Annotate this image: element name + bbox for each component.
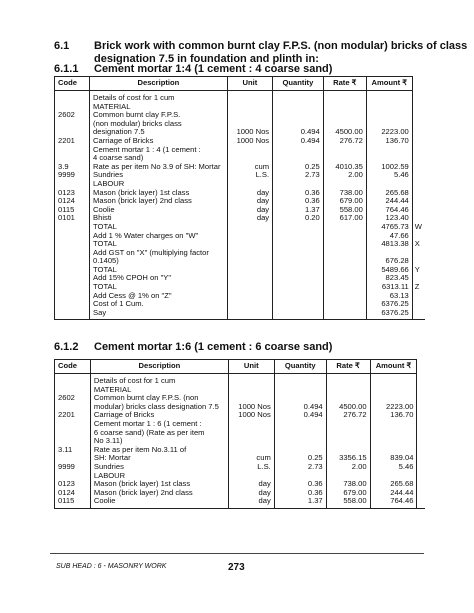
row-rate — [323, 146, 366, 155]
row-description: (non modular) bricks class — [90, 120, 228, 129]
row-rate: 679.00 — [323, 197, 366, 206]
row-description: modular) bricks class designation 7.5 — [90, 403, 228, 412]
row-rate — [323, 274, 366, 283]
header-quantity: Quantity — [274, 360, 326, 374]
row-rate: 2.00 — [326, 463, 370, 472]
row-unit: 1000 Nos — [228, 403, 274, 412]
row-quantity: 0.20 — [273, 214, 324, 223]
row-code: 2201 — [55, 411, 91, 420]
row-description: Mason (brick layer) 2nd class — [90, 489, 228, 498]
row-description: Mason (brick layer) 1st class — [90, 189, 228, 198]
row-description: Details of cost for 1 cum — [90, 91, 228, 103]
row-quantity: 0.25 — [273, 163, 324, 172]
row-amount: 2223.00 — [370, 403, 417, 412]
row-description: No 3.11) — [90, 437, 228, 446]
header-amount: Amount ₹ — [366, 77, 412, 91]
row-code: 3.9 — [55, 163, 90, 172]
row-description: Common burnt clay F.P.S. (non — [90, 394, 228, 403]
row-rate — [323, 223, 366, 232]
row-amount: 6376.25 — [366, 300, 412, 309]
row-quantity — [273, 91, 324, 103]
row-code — [55, 249, 90, 258]
row-code: 2602 — [55, 111, 90, 120]
subsection-title: Cement mortar 1:4 (1 cement : 4 coarse sand) — [94, 63, 333, 75]
row-rate: 558.00 — [323, 206, 366, 215]
row-description: Coolie — [90, 497, 228, 508]
row-description: Add 15% CPOH on "Y" — [90, 274, 228, 283]
row-quantity: 0.494 — [273, 137, 324, 146]
row-code: 0124 — [55, 197, 90, 206]
row-code — [55, 257, 90, 266]
row-amount — [370, 429, 417, 438]
header-mark — [412, 77, 425, 91]
row-description: Sundries — [90, 171, 228, 180]
row-amount: 136.70 — [370, 411, 417, 420]
row-amount: 136.70 — [366, 137, 412, 146]
row-total-marker — [417, 394, 425, 403]
row-quantity — [273, 249, 324, 258]
row-amount — [370, 420, 417, 429]
section-title-line1: Brick work with common burnt clay F.P.S. (non modular) bricks of class — [94, 40, 468, 52]
row-unit: day — [228, 489, 274, 498]
row-amount: 6376.25 — [366, 309, 412, 320]
row-code — [55, 309, 90, 320]
row-quantity: 0.494 — [274, 411, 326, 420]
table-row — [55, 497, 426, 508]
row-unit — [228, 437, 274, 446]
row-quantity: 0.36 — [273, 189, 324, 198]
row-rate: 3356.15 — [326, 454, 370, 463]
row-code — [55, 266, 90, 275]
row-total-marker: X — [414, 239, 420, 249]
row-total-marker — [412, 180, 425, 189]
row-code: 2602 — [55, 394, 91, 403]
row-description: Mason (brick layer) 1st class — [90, 480, 228, 489]
row-description: 4 coarse sand) — [90, 154, 228, 163]
table-row — [55, 374, 426, 386]
row-unit — [228, 420, 274, 429]
table-1-body — [55, 91, 426, 320]
row-total-marker — [417, 374, 425, 386]
row-description: Sundries — [90, 463, 228, 472]
row-description: Add 1 % Water charges on "W" — [90, 232, 228, 241]
header-quantity: Quantity — [273, 77, 324, 91]
row-amount: 265.68 — [370, 480, 417, 489]
row-amount: 6313.11 — [366, 283, 412, 292]
row-rate — [326, 374, 370, 386]
row-description: TOTAL — [90, 240, 228, 249]
row-description: TOTAL — [90, 223, 228, 232]
row-description: Carriage of Bricks — [90, 137, 228, 146]
row-total-marker: Z — [414, 282, 420, 292]
row-rate: 617.00 — [323, 214, 366, 223]
row-rate — [323, 249, 366, 258]
row-quantity: 0.494 — [273, 128, 324, 137]
row-description: SH: Mortar — [90, 454, 228, 463]
row-code — [55, 274, 90, 283]
row-unit — [227, 283, 272, 292]
row-unit — [227, 266, 272, 275]
row-amount: 123.40 — [366, 214, 412, 223]
row-total-marker — [417, 463, 425, 472]
row-quantity: 2.73 — [273, 171, 324, 180]
row-total-marker — [412, 189, 425, 198]
row-amount: 676.28 — [366, 257, 412, 266]
row-rate — [323, 111, 366, 120]
row-quantity — [273, 266, 324, 275]
row-total-marker: Y — [414, 264, 420, 274]
row-description: Add Cess @ 1% on "Z" — [90, 292, 228, 301]
row-amount: 839.04 — [370, 454, 417, 463]
row-rate: 738.00 — [323, 189, 366, 198]
footer-divider — [50, 553, 424, 554]
row-rate — [326, 420, 370, 429]
row-amount: 244.44 — [366, 197, 412, 206]
header-code: Code — [55, 77, 90, 91]
row-unit: day — [228, 480, 274, 489]
table-row — [55, 309, 426, 320]
row-total-marker — [417, 386, 425, 395]
row-total-marker — [417, 446, 425, 455]
row-unit: day — [227, 206, 272, 215]
row-unit — [228, 374, 274, 386]
row-code — [55, 240, 90, 249]
row-description: Bhisti — [90, 214, 228, 223]
table-row — [55, 91, 426, 103]
row-total-marker — [412, 128, 425, 137]
header-unit: Unit — [228, 360, 274, 374]
row-description: Cost of 1 Cum. — [90, 300, 228, 309]
row-rate: 679.00 — [326, 489, 370, 498]
footer-subhead: SUB HEAD : 6 - MASONRY WORK — [56, 563, 167, 570]
table-row — [55, 300, 426, 309]
header-unit: Unit — [227, 77, 272, 91]
row-quantity — [274, 429, 326, 438]
row-total-marker — [412, 163, 425, 172]
row-unit: day — [227, 189, 272, 198]
section-number: 6.1 — [54, 40, 70, 52]
row-total-marker — [412, 103, 425, 112]
table-2-body — [55, 374, 426, 509]
row-rate: 4500.00 — [323, 128, 366, 137]
row-unit — [227, 274, 272, 283]
row-unit: 1000 Nos — [227, 137, 272, 146]
row-total-marker — [412, 120, 425, 129]
row-amount — [366, 103, 412, 112]
row-total-marker: W — [414, 221, 422, 231]
row-amount: 823.45 — [366, 274, 412, 283]
row-quantity — [274, 374, 326, 386]
row-unit — [227, 240, 272, 249]
row-quantity: 0.494 — [274, 403, 326, 412]
row-quantity: 1.37 — [274, 497, 326, 508]
row-total-marker — [417, 403, 425, 412]
row-rate — [326, 429, 370, 438]
row-quantity: 1.37 — [273, 206, 324, 215]
row-total-marker — [417, 497, 425, 508]
row-quantity: 0.25 — [274, 454, 326, 463]
row-total-marker — [412, 292, 425, 301]
row-unit — [227, 111, 272, 120]
row-code: 0123 — [55, 189, 90, 198]
row-description: Coolie — [90, 206, 228, 215]
row-rate — [323, 309, 366, 320]
row-quantity — [273, 300, 324, 309]
row-unit: cum — [227, 163, 272, 172]
row-rate — [323, 232, 366, 241]
row-rate — [326, 386, 370, 395]
row-total-marker — [417, 429, 425, 438]
row-amount: 2223.00 — [366, 128, 412, 137]
row-description: Add GST on "X" (multiplying factor — [90, 249, 228, 258]
row-total-marker — [417, 420, 425, 429]
row-code: 3.11 — [55, 446, 91, 455]
row-amount — [370, 374, 417, 386]
row-unit — [227, 300, 272, 309]
row-unit: day — [227, 197, 272, 206]
row-description: Rate as per item No.3.11 of — [90, 446, 228, 455]
row-quantity — [274, 420, 326, 429]
row-quantity — [273, 146, 324, 155]
row-code: 2201 — [55, 137, 90, 146]
row-total-marker — [412, 249, 425, 258]
row-rate — [323, 103, 366, 112]
rate-analysis-table-1 — [54, 76, 425, 320]
row-code: 9999 — [55, 463, 91, 472]
row-amount: 5489.66 — [366, 266, 412, 275]
row-total-marker — [417, 480, 425, 489]
row-quantity — [273, 111, 324, 120]
row-rate: 4010.35 — [323, 163, 366, 172]
row-code: 0123 — [55, 480, 91, 489]
row-total-marker — [417, 454, 425, 463]
header-rate: Rate ₹ — [323, 77, 366, 91]
row-quantity — [274, 386, 326, 395]
row-code — [55, 146, 90, 155]
row-amount: 1002.59 — [366, 163, 412, 172]
row-code — [55, 300, 90, 309]
row-description: MATERIAL — [90, 103, 228, 112]
row-quantity — [273, 232, 324, 241]
row-amount — [366, 91, 412, 103]
row-quantity: 0.36 — [274, 489, 326, 498]
header-code: Code — [55, 360, 91, 374]
row-rate: 2.00 — [323, 171, 366, 180]
row-amount: 4813.38 — [366, 240, 412, 249]
row-rate — [323, 292, 366, 301]
row-unit: 1000 Nos — [228, 411, 274, 420]
row-total-marker — [412, 171, 425, 180]
row-total-marker — [412, 137, 425, 146]
row-rate: 558.00 — [326, 497, 370, 508]
row-quantity — [274, 437, 326, 446]
row-total-marker — [417, 411, 425, 420]
row-total-marker — [412, 309, 425, 320]
row-total-marker — [412, 111, 425, 120]
row-amount — [366, 146, 412, 155]
row-quantity: 0.36 — [274, 480, 326, 489]
row-code — [55, 374, 91, 386]
row-code: 0101 — [55, 214, 90, 223]
row-total-marker — [417, 437, 425, 446]
row-amount: 265.68 — [366, 189, 412, 198]
row-code: 0115 — [55, 497, 91, 508]
row-unit: day — [228, 497, 274, 508]
row-total-marker — [412, 91, 425, 103]
row-rate — [323, 266, 366, 275]
row-unit — [227, 91, 272, 103]
row-amount — [370, 437, 417, 446]
row-total-marker — [412, 197, 425, 206]
row-description: Say — [90, 309, 228, 320]
row-rate — [323, 283, 366, 292]
row-quantity — [273, 257, 324, 266]
row-amount — [370, 386, 417, 395]
row-description: 0.1405) — [90, 257, 228, 266]
row-unit — [227, 232, 272, 241]
row-code: 9999 — [55, 171, 90, 180]
row-code — [55, 283, 90, 292]
subsection-title-2: Cement mortar 1:6 (1 cement : 6 coarse sand) — [94, 341, 333, 353]
row-total-marker — [412, 154, 425, 163]
row-unit — [227, 146, 272, 155]
row-rate: 276.72 — [326, 411, 370, 420]
header-description: Description — [90, 77, 228, 91]
row-unit: cum — [228, 454, 274, 463]
row-quantity — [273, 223, 324, 232]
row-total-marker — [417, 472, 425, 481]
row-description: Carriage of Bricks — [90, 411, 228, 420]
row-quantity — [273, 274, 324, 283]
page-number: 273 — [228, 562, 245, 573]
subsection-number: 6.1.1 — [54, 63, 79, 75]
row-rate — [323, 240, 366, 249]
row-rate — [323, 91, 366, 103]
row-amount: 4765.73 — [366, 223, 412, 232]
row-rate — [323, 300, 366, 309]
row-code — [55, 232, 90, 241]
row-code — [55, 91, 90, 103]
row-code — [55, 120, 90, 129]
row-amount: 764.46 — [366, 206, 412, 215]
row-description: Cement mortar 1 : 4 (1 cement : — [90, 146, 228, 155]
row-description: designation 7.5 — [90, 128, 228, 137]
row-description: Rate as per item No 3.9 of SH: Mortar — [90, 163, 228, 172]
row-unit — [227, 292, 272, 301]
row-quantity: 2.73 — [274, 463, 326, 472]
row-unit — [227, 103, 272, 112]
row-unit: day — [227, 214, 272, 223]
row-description: TOTAL — [90, 266, 228, 275]
row-amount: 764.46 — [370, 497, 417, 508]
row-amount: 244.44 — [370, 489, 417, 498]
subsection-number-2: 6.1.2 — [54, 341, 79, 353]
row-unit — [227, 257, 272, 266]
row-code — [55, 223, 90, 232]
row-unit — [227, 223, 272, 232]
row-amount: 5.46 — [370, 463, 417, 472]
row-description: Cement mortar 1 : 6 (1 cement : — [90, 420, 228, 429]
row-description: 6 coarse sand) (Rate as per item — [90, 429, 228, 438]
row-unit: L.S. — [228, 463, 274, 472]
header-rate: Rate ₹ — [326, 360, 370, 374]
row-unit: 1000 Nos — [227, 128, 272, 137]
row-description: LABOUR — [90, 180, 228, 189]
row-quantity — [273, 309, 324, 320]
row-unit — [228, 429, 274, 438]
section-title-line2: designation 7.5 in foundation and plinth in: — [94, 53, 319, 65]
row-total-marker — [412, 300, 425, 309]
header-description: Description — [90, 360, 228, 374]
row-unit: L.S. — [227, 171, 272, 180]
row-code — [55, 292, 90, 301]
row-rate — [326, 437, 370, 446]
row-description: MATERIAL — [90, 386, 228, 395]
row-code — [55, 429, 91, 438]
row-quantity: 0.36 — [273, 197, 324, 206]
row-rate: 4500.00 — [326, 403, 370, 412]
row-quantity — [273, 292, 324, 301]
row-description: Mason (brick layer) 2nd class — [90, 197, 228, 206]
row-unit — [227, 249, 272, 258]
row-description: LABOUR — [90, 472, 228, 481]
row-amount — [366, 111, 412, 120]
row-description: TOTAL — [90, 283, 228, 292]
row-total-marker — [412, 206, 425, 215]
row-quantity — [273, 103, 324, 112]
row-quantity — [273, 283, 324, 292]
row-description: Common burnt clay F.P.S. — [90, 111, 228, 120]
row-amount: 47.66 — [366, 232, 412, 241]
row-rate — [323, 257, 366, 266]
header-mark — [417, 360, 425, 374]
row-unit — [228, 386, 274, 395]
rate-analysis-table-2 — [54, 359, 425, 509]
row-quantity — [273, 240, 324, 249]
row-total-marker — [417, 489, 425, 498]
row-amount: 63.13 — [366, 292, 412, 301]
row-amount: 5.46 — [366, 171, 412, 180]
row-code: 0115 — [55, 206, 90, 215]
row-code — [55, 420, 91, 429]
row-unit — [227, 309, 272, 320]
row-total-marker — [412, 146, 425, 155]
row-rate: 276.72 — [323, 137, 366, 146]
row-description: Details of cost for 1 cum — [90, 374, 228, 386]
header-amount: Amount ₹ — [370, 360, 417, 374]
row-code: 0124 — [55, 489, 91, 498]
row-rate: 738.00 — [326, 480, 370, 489]
